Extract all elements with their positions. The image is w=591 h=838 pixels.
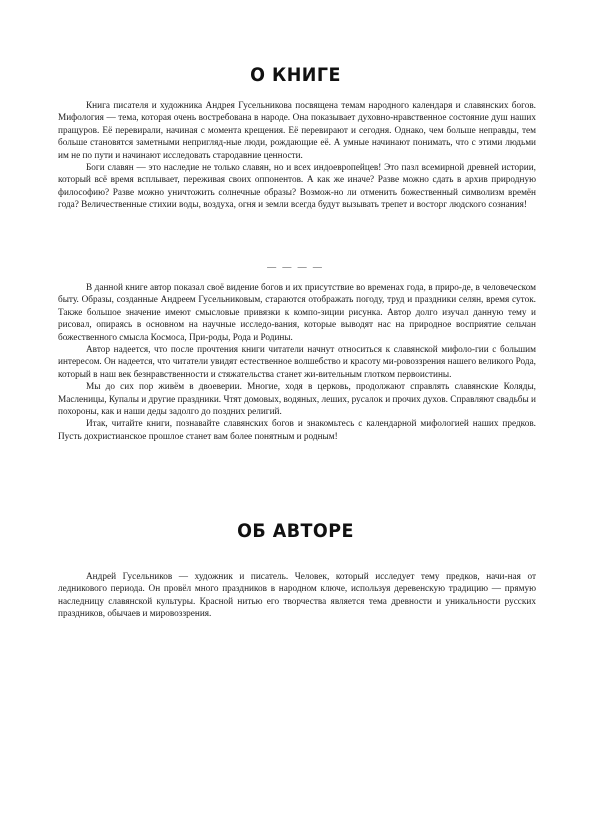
paragraph: Книга писателя и художника Андрея Гусельникова посвящена темам народного календаря и славянских богов. Мифология — тема, которая очень востребована в народе. Она показывает духовно-нравственное состояние душ наших пращуров. Её перевирали, начиная с момента крещения. Её перевирают и сегодня. Однако, чем больше неправды, тем больше становятся заметными непригляд-ные люди, рождающие её. А умные начинают понимать, что с этими людьми им не по пути и начинают исследовать стародавние ценности.: [58, 101, 536, 161]
about-book-heading: О КНИГЕ: [250, 64, 341, 86]
paragraph: Боги славян — это наследие не только славян, но и всех индоевропейцев! Это пазл всемирной древней истории, который всё время всплывает, переживая своих оппонентов. А как же иначе? Разве можно сдать в архив природную философию? Разве можно уничтожить солнечные образы? Возмож-но ли отменить божественный символизм времён года? Величественные стихии воды, воздуха, огня и земли всегда будут вызывать трепет и восторг людского сознания!: [58, 163, 536, 211]
paragraph: Итак, читайте книги, познавайте славянских богов и знакомьтесь с календарной мифологией наших предков. Пусть дохристианское прошлое станет вам более понятным и родным!: [58, 419, 536, 442]
about-book-section-2: [58, 282, 536, 443]
about-author-heading: ОБ АВТОРЕ: [237, 520, 354, 542]
paragraph: Мы до сих пор живём в двоеверии. Многие, ходя в церковь, продолжают справлять славянские Коляды, Масленицы, Купалы и другие праздники. Чтят домовых, водяных, леших, русалок и прочих духов. Справляют свадьбы и похороны, как и наши деды задолго до поздних религий.: [58, 382, 536, 418]
about-book-section-1: [58, 100, 536, 212]
paragraph: Автор надеется, что после прочтения книги читатели начнут относиться к славянской мифоло-гии с большим интересом. Он надеется, что читатели увидят естественное волшебство и красоту ми-ровоззрения нашего великого Рода, который в наш век безнравственности и стяжательства станет жи-вительным глотком первоистины.: [58, 345, 536, 380]
section-divider: — — — —: [267, 262, 324, 272]
about-author-section: [58, 571, 536, 621]
paragraph: Андрей Гусельников — художник и писатель. Человек, который исследует тему предков, начи-ная от ледникового периода. Он провёл много праздников в народном ключе, используя деревенскую традицию — прямую наследницу славянской культуры. Красной нитью его творчества является тема древности и уникальности русских праздников, обычаев и мировоззрения.: [58, 572, 536, 620]
paragraph: В данной книге автор показал своё видение богов и их присутствие во временах года, в приро-де, в человеческом быту. Образы, созданные Андреем Гусельниковым, стараются отображать погоду, труд и праздники селян, время суток. Также большое значение имеют смысловые привязки к компо-зиции рисунка. Автор долго изучал данную тему и рисовал, опираясь в основном на научные исследо-вания, которые выводят нас на природное восприятие сельчан божественного смысла Космоса, При-роды, Рода и Родины.: [58, 283, 536, 343]
